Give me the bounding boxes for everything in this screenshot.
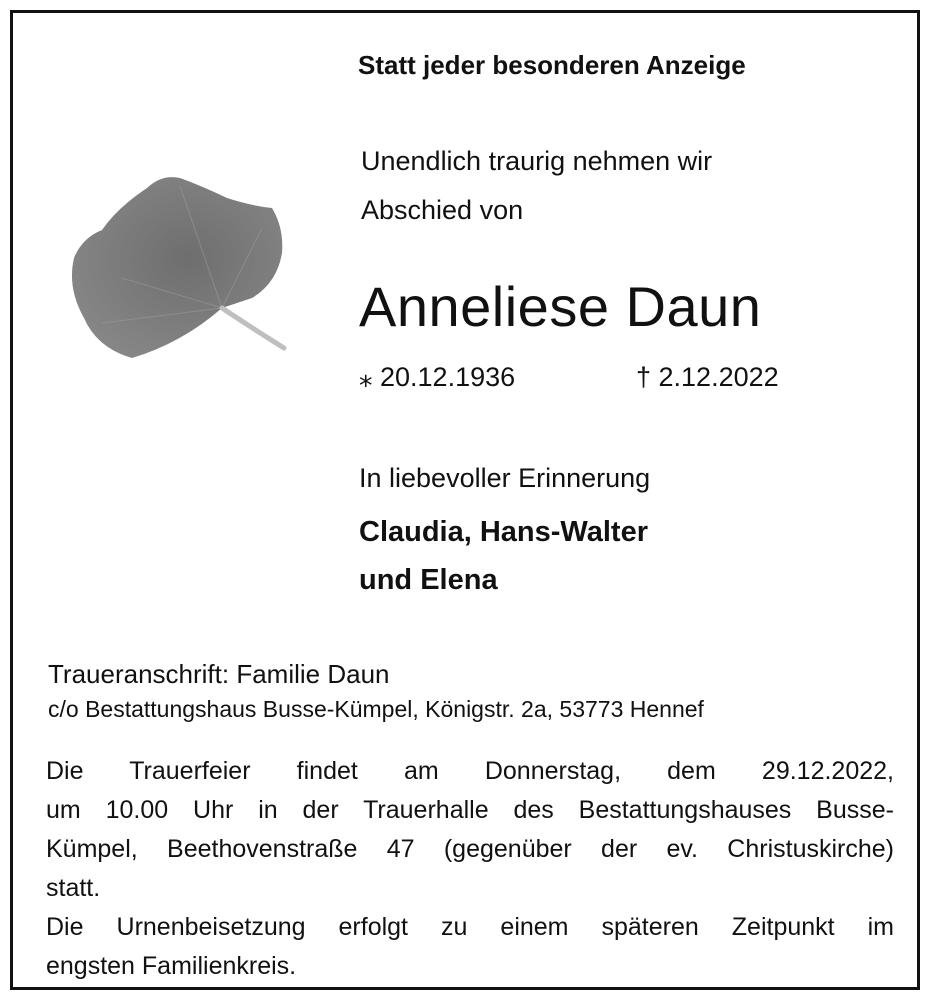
mourners-line-1: Claudia, Hans-Walter (359, 516, 648, 548)
address-line-2: c/o Bestattungshaus Busse-Kümpel, Königstr. 2a, 53773 Hennef (48, 696, 704, 722)
ceremony-line-2: um 10.00 Uhr in der Trauerhalle des Bestattungshauses Busse- (46, 796, 894, 824)
intro-line-1: Unendlich traurig nehmen wir (361, 146, 713, 176)
ginkgo-leaf-icon (62, 168, 292, 364)
ceremony-line-3: Kümpel, Beethovenstraße 47 (gegenüber der ev. Christuskirche) (46, 835, 894, 863)
memory-line: In liebevoller Erinnerung (359, 463, 651, 493)
mourners-line-2: und Elena (359, 564, 498, 596)
address-line-1: Traueranschrift: Familie Daun (48, 659, 390, 689)
ceremony-line-5: Die Urnenbeisetzung erfolgt zu einem späteren Zeitpunkt im (46, 913, 894, 941)
intro-line-2: Abschied von (361, 195, 524, 225)
deceased-name: Anneliese Daun (359, 275, 762, 338)
notice-header: Statt jeder besonderen Anzeige (358, 50, 746, 80)
ceremony-line-6: engsten Familienkreis. (46, 952, 297, 980)
ceremony-line-4: statt. (46, 874, 101, 902)
ceremony-line-1: Die Trauerfeier findet am Donnerstag, dem 29.12.2022, (46, 757, 894, 785)
death-date: † 2.12.2022 (636, 362, 779, 392)
ceremony-text (46, 752, 894, 986)
birth-date: ⁎ 20.12.1936 (359, 362, 516, 392)
